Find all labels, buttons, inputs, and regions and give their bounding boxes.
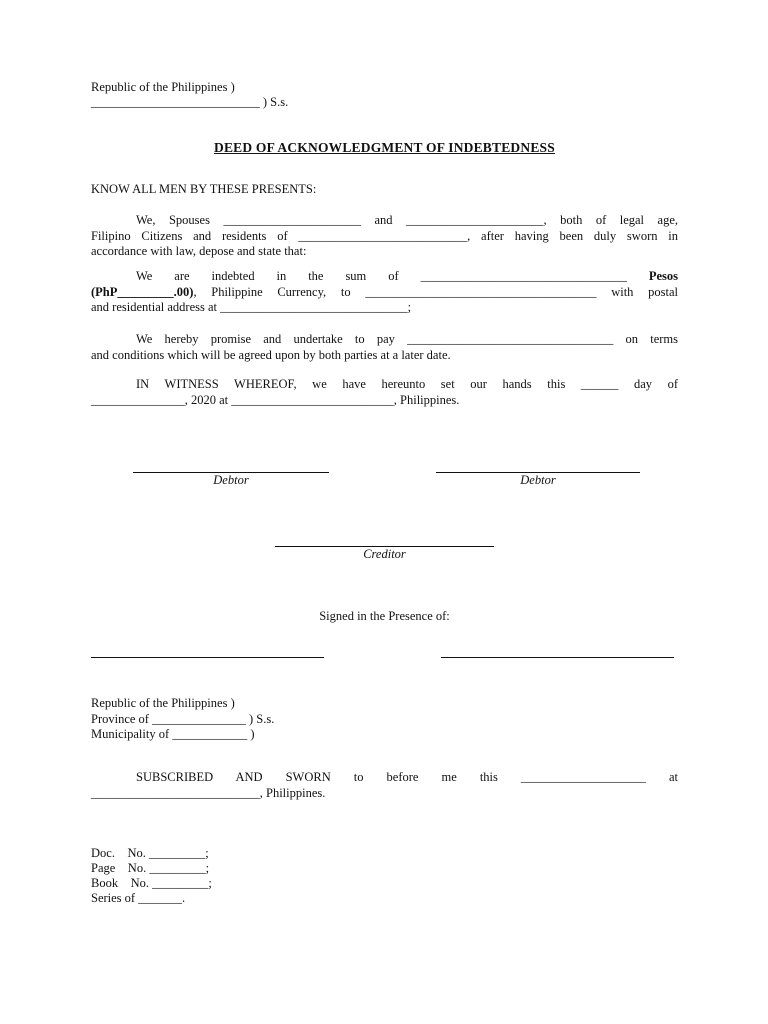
document-page — [91, 0, 678, 1024]
jurat-line2: ___________________________, Philippines. — [91, 785, 326, 800]
paragraph-witness-line1: IN WITNESS WHEREOF, we have hereunto set our hands this ______ day of — [136, 377, 678, 391]
paragraph-promise-line1: We hereby promise and undertake to pay _________________________________ on terms — [136, 332, 678, 346]
document-title: DEED OF ACKNOWLEDGMENT OF INDEBTEDNESS — [214, 140, 555, 155]
notarial-series: Series of _______. — [91, 891, 186, 905]
notarial-book-no: Book No. _________; — [91, 876, 212, 890]
venue-bottom-province: Province of _______________ ) S.s. — [91, 712, 275, 726]
creditor-label: Creditor — [363, 547, 406, 561]
paragraph-indebted-line3: and residential address at ______________________________; — [91, 300, 412, 314]
intro-text: KNOW ALL MEN BY THESE PRESENTS: — [91, 182, 317, 196]
paragraph-indebted — [91, 269, 678, 316]
paragraph-spouses-line1: We, Spouses ______________________ and ______________________, both of legal age, — [136, 213, 678, 227]
paragraph-spouses-line2: Filipino Citizens and residents of ___________________________, after having been duly sworn in — [91, 228, 678, 243]
venue-bottom-republic: Republic of the Philippines ) — [91, 696, 235, 710]
paragraph-promise — [91, 332, 678, 363]
paragraph-witness-line2: _______________, 2020 at __________________________, Philippines. — [91, 392, 460, 407]
debtor2-label: Debtor — [520, 473, 556, 487]
paragraph-spouses-line3: accordance with law, depose and state that: — [91, 244, 307, 258]
jurat-line1: SUBSCRIBED AND SWORN to before me this ____________________ at — [136, 770, 678, 784]
venue-republic-line: Republic of the Philippines ) — [91, 80, 235, 94]
indebted-sum-text: We are indebted in the sum of _________________________________ — [136, 269, 627, 283]
paragraph-indebted-line1 — [91, 269, 678, 285]
creditor-name-text: , Philippine Currency, to _____________________________________ with postal — [193, 284, 678, 299]
paragraph-promise-line2: and conditions which will be agreed upon by both parties at a later date. — [91, 347, 451, 362]
paragraph-spouses — [91, 213, 678, 260]
debtor1-label: Debtor — [213, 473, 249, 487]
pesos-label: Pesos — [648, 269, 679, 283]
php-amount-label: (PhP_________.00) — [91, 284, 194, 299]
jurat-paragraph — [91, 770, 678, 801]
signed-presence-text: Signed in the Presence of: — [319, 609, 450, 623]
paragraph-witness — [91, 377, 678, 408]
venue-ss-line: ___________________________ ) S.s. — [91, 95, 289, 109]
witness1-signature-line — [91, 657, 324, 658]
notarial-page-no: Page No. _________; — [91, 861, 210, 875]
paragraph-indebted-line2 — [91, 285, 678, 301]
notarial-doc-no: Doc. No. _________; — [91, 846, 209, 860]
venue-bottom-municipality: Municipality of ____________ ) — [91, 727, 255, 741]
witness2-signature-line — [441, 657, 674, 658]
